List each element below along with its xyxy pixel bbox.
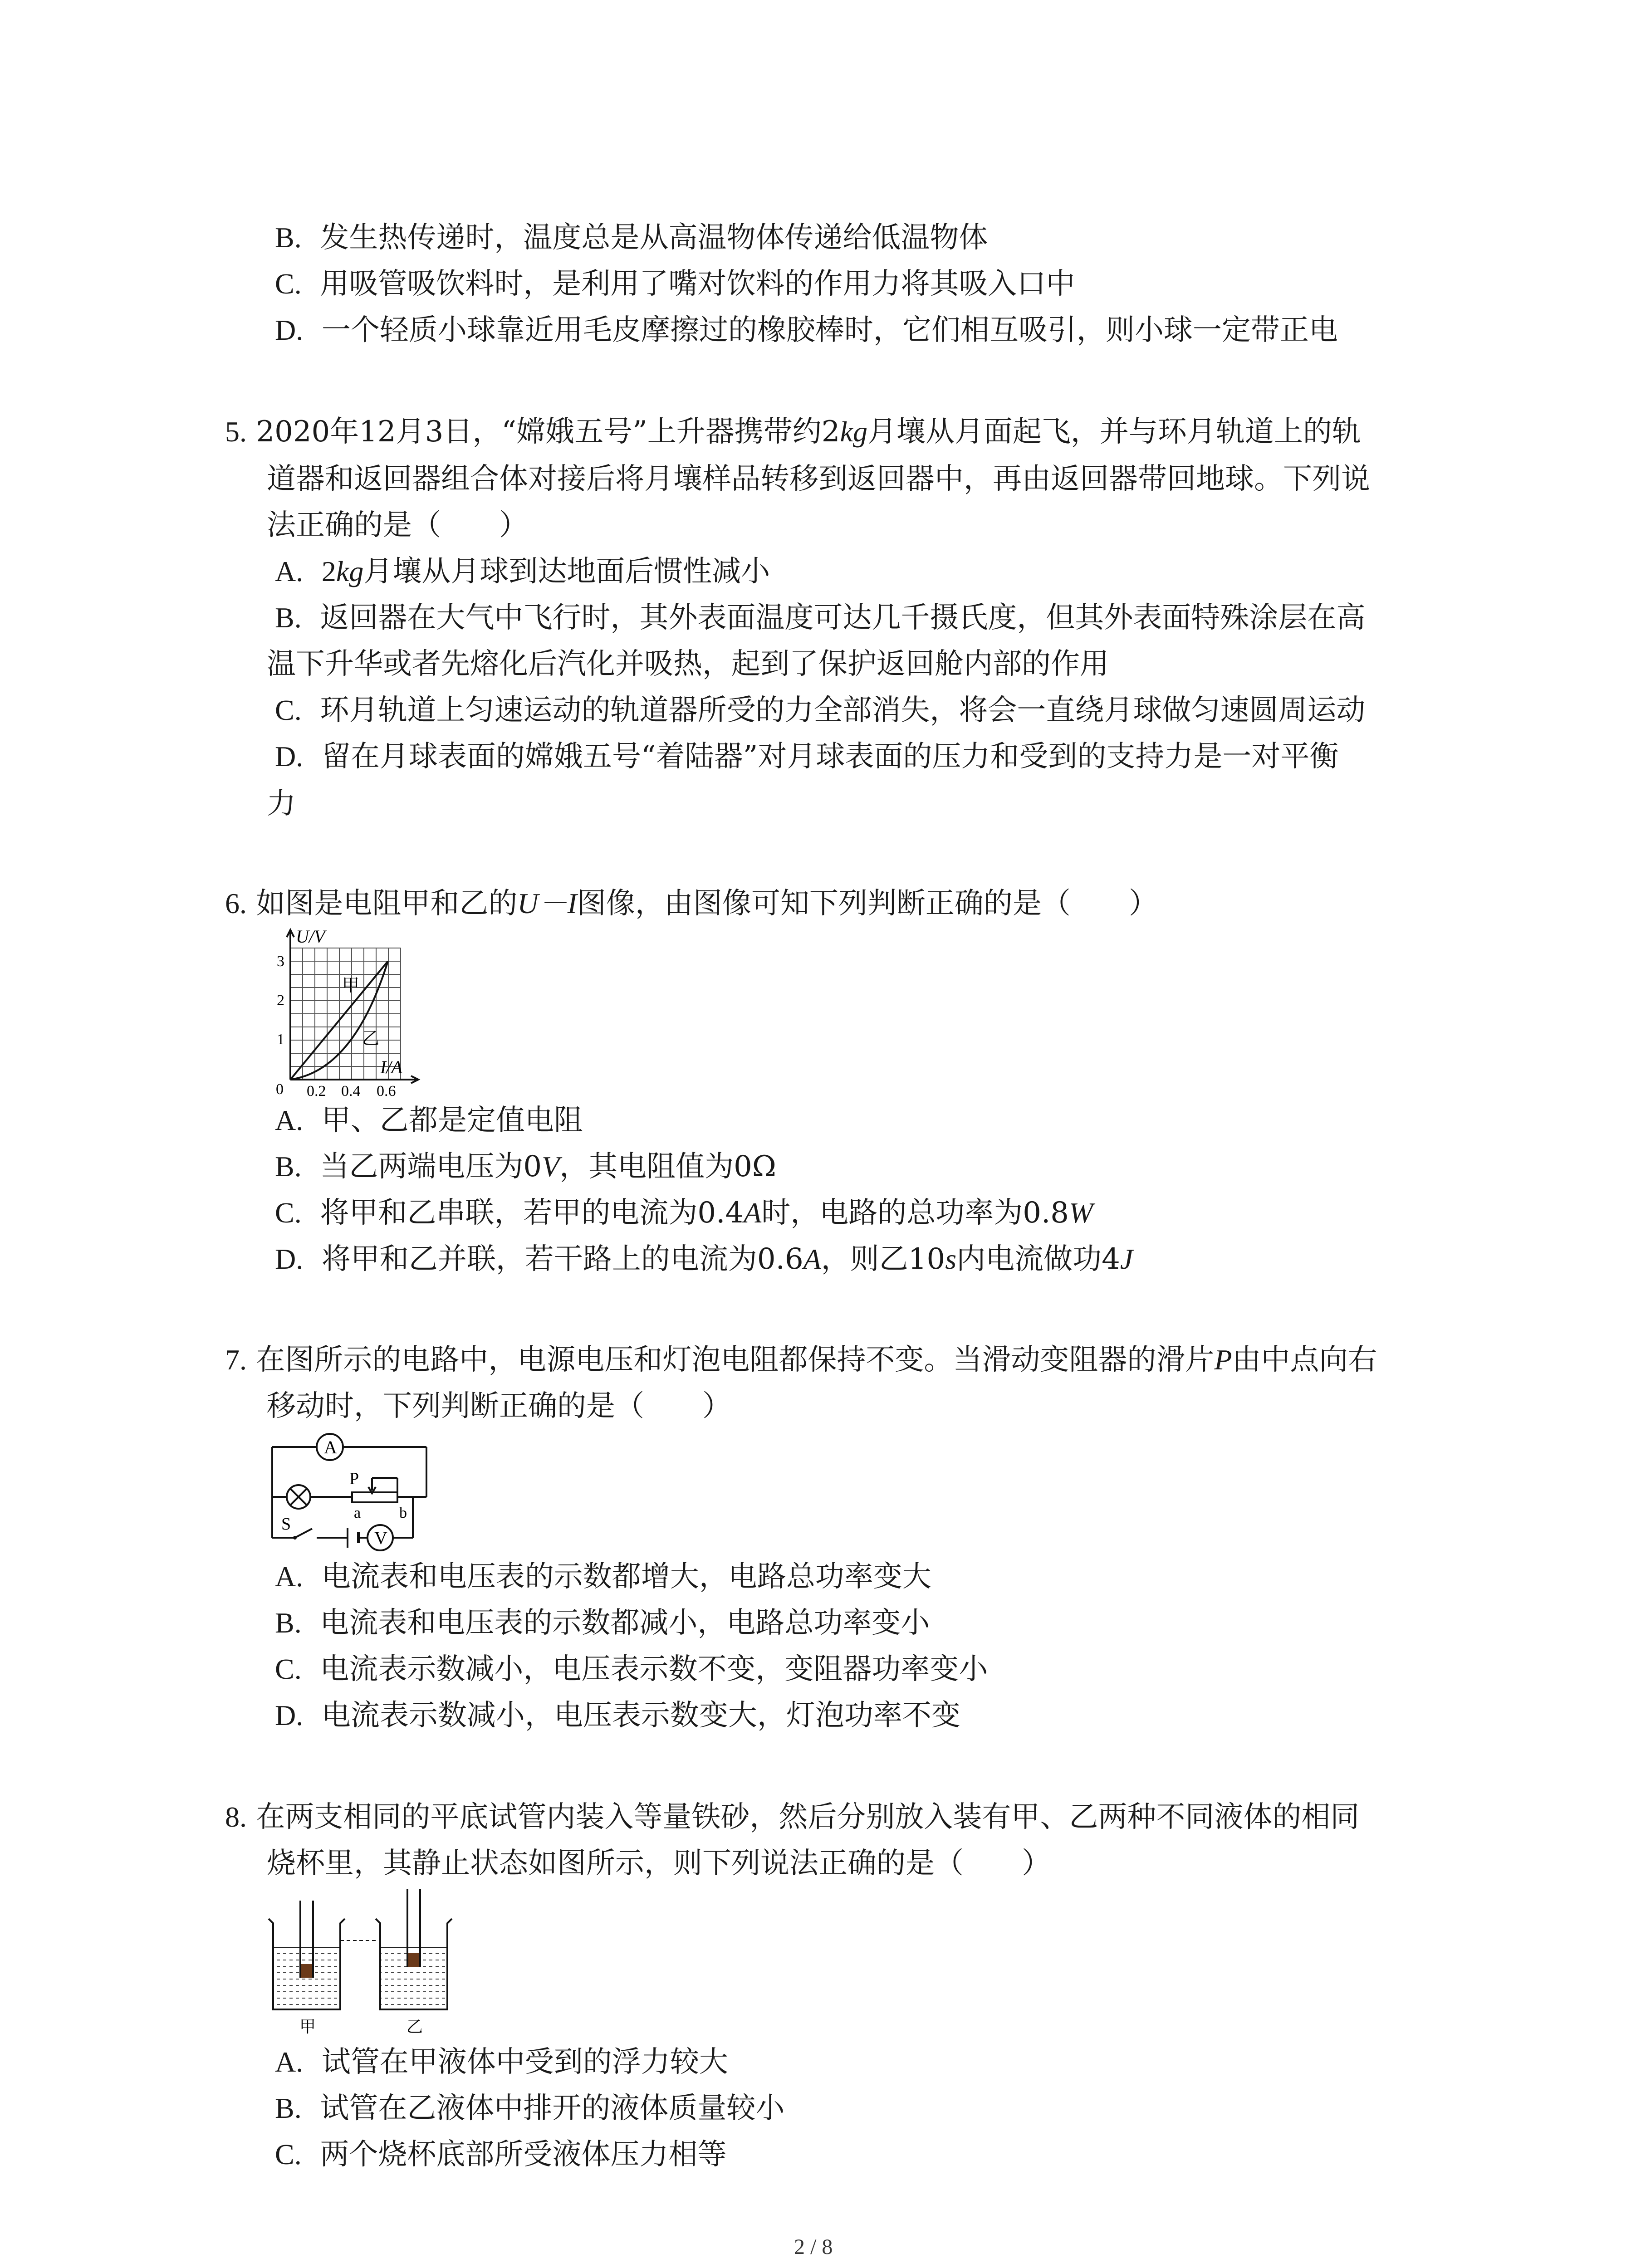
option-letter: D. [275, 314, 304, 346]
x-tick-0.2: 0.2 [307, 1083, 326, 1098]
option-text: 一个轻质小球靠近用毛皮摩擦过的橡胶棒时，它们相互吸引，则小球一定带正电 [321, 313, 1338, 347]
option-text: 发生热传递时，温度总是从高温物体传递给低温物体 [320, 221, 988, 254]
q6-option-c: C. 将甲和乙串联，若甲的电流为0.4A时，电路的总功率为0.8W [275, 1196, 1093, 1230]
switch-label: S [281, 1515, 291, 1534]
y-tick-3: 3 [277, 953, 284, 970]
q7-stem-line2: 移动时，下列判断正确的是（ ） [267, 1389, 731, 1423]
x-tick-0.6: 0.6 [377, 1083, 396, 1098]
option-letter: C. [275, 268, 302, 300]
q7-circuit-diagram [263, 1429, 463, 1551]
q7-stem-line1: 7. 在图所示的电路中，电源电压和灯泡电阻都保持不变。当滑动变阻器的滑片P由中点向右 [225, 1343, 1377, 1377]
rheostat-symbol [352, 1492, 397, 1502]
q8-beaker-figure [263, 1887, 463, 2041]
q5-stem-line3: 法正确的是（ ） [267, 508, 528, 542]
q5-option-d-line1: D. 留在月球表面的嫦娥五号“着陆器”对月球表面的压力和受到的支持力是一对平衡 [275, 740, 1339, 773]
q8-option-a: A. 试管在甲液体中受到的浮力较大 [275, 2045, 728, 2079]
liquid-jia [274, 1948, 339, 2009]
q4-option-d [275, 312, 1338, 348]
ammeter-label: A [324, 1437, 337, 1457]
question-number: 6. [225, 887, 247, 919]
option-text: 用吸管吸饮料时，是利用了嘴对饮料的作用力将其吸入口中 [320, 267, 1075, 301]
q5-option-d-line2: 力 [267, 787, 296, 821]
q6-stem: 6. 如图是电阻甲和乙的U－I图像，由图像可知下列判断正确的是（ ） [225, 887, 1158, 920]
origin-label: 0 [276, 1081, 284, 1098]
option-letter: B. [275, 221, 302, 254]
q7-option-d: D. 电流表示数减小，电压表示数变大，灯泡功率不变 [275, 1699, 960, 1732]
q5-stem-line2: 道器和返回器组合体对接后将月壤样品转移到返回器中，再由返回器带回地球。下列说 [267, 462, 1370, 496]
y-tick-1: 1 [277, 1031, 284, 1048]
q8-stem-line1: 8. 在两支相同的平底试管内装入等量铁砂，然后分别放入装有甲、乙两种不同液体的相同 [225, 1800, 1360, 1834]
y-tick-2: 2 [277, 992, 284, 1009]
switch-pivot [293, 1536, 297, 1540]
iron-sand-left [301, 1964, 312, 1978]
q7-option-c: C. 电流表示数减小，电压表示数不变，变阻器功率变小 [275, 1652, 988, 1686]
iron-sand-right [408, 1953, 419, 1967]
x-tick-0.4: 0.4 [341, 1083, 361, 1098]
q4-option-c [275, 266, 1075, 302]
q5-stem-line1: 5. 2020年12月3日，“嫦娥五号”上升器携带约2kg月壤从月面起飞，并与环月轨道上的轨 [225, 415, 1361, 449]
q5-option-a: A. 2kg月壤从月球到达地面后惯性减小 [275, 555, 770, 588]
curve-label-yi: 乙 [362, 1029, 380, 1048]
q6-option-a: A. 甲、乙都是定值电阻 [275, 1104, 583, 1137]
x-axis-label: I/A [380, 1057, 402, 1077]
page-number: 2 / 8 [794, 2235, 833, 2259]
curve-label-jia: 甲 [342, 976, 360, 995]
q8-option-c: C. 两个烧杯底部所受液体压力相等 [275, 2138, 727, 2171]
q5-option-b-line1: B. 返回器在大气中飞行时，其外表面温度可达几千摄氏度，但其外表面特殊涂层在高 [275, 601, 1366, 635]
q8-option-b: B. 试管在乙液体中排开的液体质量较小 [275, 2092, 785, 2125]
q8-stem-line2: 烧杯里，其静止状态如图所示，则下列说法正确的是（ ） [267, 1847, 1051, 1880]
q4-option-b [275, 220, 988, 256]
question-number: 8. [225, 1801, 247, 1833]
rheostat-end-a: a [354, 1505, 361, 1521]
q5-option-c: C. 环月轨道上匀速运动的轨道器所受的力全部消失，将会一直绕月球做匀速圆周运动 [275, 694, 1366, 727]
rheostat-end-b: b [399, 1505, 407, 1521]
voltmeter-label: V [374, 1528, 387, 1548]
slider-label: P [349, 1469, 359, 1488]
q5-option-b-line2: 温下升华或者先熔化后汽化并吸热，起到了保护返回舱内部的作用 [267, 647, 1109, 681]
q6-option-b: B. 当乙两端电压为0V，其电阻值为0Ω [275, 1150, 776, 1183]
q7-option-b: B. 电流表和电压表的示数都减小，电路总功率变小 [275, 1606, 930, 1640]
q7-option-a: A. 电流表和电压表的示数都增大，电路总功率变大 [275, 1560, 931, 1593]
q6-ui-graph [263, 925, 454, 1098]
y-axis-label: U/V [296, 926, 325, 947]
beaker-label-yi: 乙 [407, 2018, 423, 2036]
question-number: 5. [225, 415, 247, 448]
q6-option-d: D. 将甲和乙并联，若干路上的电流为0.6A，则乙10s内电流做功4J [275, 1242, 1133, 1276]
question-number: 7. [225, 1344, 247, 1376]
beaker-label-jia: 甲 [299, 2018, 316, 2036]
